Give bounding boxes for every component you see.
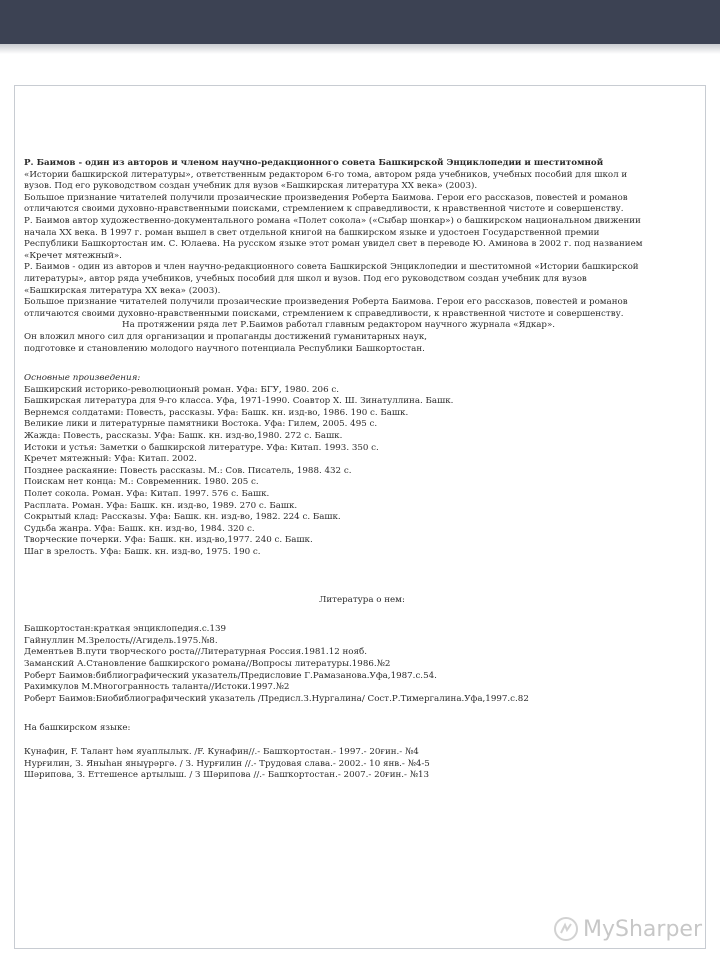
bio-line: Большое признание читателей получили прозаические произведения Роберта Баимова. Герои его рассказов, повестей и романов [24,297,628,308]
literature-item: Башкортостан:краткая энциклопедия.с.139 [24,624,227,635]
works-item: Великие лики и литературные памятники Востока. Уфа: Гилем, 2005. 495 с. [24,419,378,430]
bio-line: «Истории башкирской литературы», ответственным редактором 6-го тома, автором ряда учебников, учебных пособий для школ и [24,169,628,180]
bashkir-item: Шәрипова, З. Еттешенсе артылыш. / З Шәрипова //.- Башҡортостан.- 2007.- 20ғин.- №13 [24,770,430,781]
watermark [553,916,702,942]
works-heading: Основные произведения: [24,373,141,384]
works-item: Башкирский историко-революционый роман. Уфа: БГУ, 1980. 206 с. [24,384,339,395]
works-item: Кречет мятежный: Уфа: Китап. 2002. [24,454,197,465]
literature-item: Рахимкулов М.Многогранность таланта//Истоки.1997.№2 [24,682,290,693]
bio-line: «Кречет мятежный». [24,250,122,261]
bio-line: подготовке и становлению молодого научного потенциала Республики Башкортостан. [24,343,425,354]
bashkir-heading: На башкирском языке: [24,723,131,734]
literature-item: Роберт Баимов:библиографический указатель/Предисловие Г.Рамазанова.Уфа,1987.с.54. [24,670,437,681]
bio-line: «Башкирская литература XX века» (2003). [24,285,221,296]
bio-line: Р. Баимов - один из авторов и членом научно-редакционного совета Башкирской Энциклопедии и шеститомной [24,158,604,168]
watermark-logo-icon [553,916,579,942]
works-item: Шаг в зрелость. Уфа: Башк. кн. изд-во, 1975. 190 с. [24,547,261,557]
bio-line: Р. Баимов автор художественно-документального романа «Полет сокола» («Сыбар шонкар») о башкирском национальном движении [24,215,641,226]
slide-top-bar [0,0,720,44]
bio-line: отличаются своими духовно-нравственными поисками, стремлением к справедливости, к нравственной чистоте и совершенству. [24,308,624,319]
works-item: Судьба жанра. Уфа: Башк. кн. изд-во, 1984. 320 с. [24,523,255,534]
works-item: Творческие почерки. Уфа: Башк. кн. изд-во,1977. 240 с. Башк. [24,535,313,546]
literature-item: Дементьев В.пути творческого роста//Литературная Россия.1981.12 нояб. [24,647,368,658]
works-item: Жажда: Повесть, рассказы. Уфа: Башк. кн. изд-во,1980. 272 с. Башк. [24,431,343,442]
works-item: Истоки и устья: Заметки о башкирской литературе. Уфа: Китап. 1993. 350 с. [24,442,379,453]
bio-line: Р. Баимов - один из авторов и член научно-редакционного совета Башкирской Энциклопедии и шеститомной «Истории башкирской [24,262,639,273]
bio-line: Большое признание читателей получили прозаические произведения Роберта Баимова. Герои его рассказов, повестей и романов [24,192,628,203]
works-item: Полет сокола. Роман. Уфа: Китап. 1997. 576 с. Башк. [24,489,270,500]
watermark-text: MySharper [583,916,702,942]
literature-item: Гайнуллин М.Зрелость//Агидель.1975.№8. [24,635,218,646]
bio-line: вузов. Под его руководством создан учебник для вузов «Башкирская литература XX века» (2003). [24,181,478,192]
works-item: Сокрытый клад: Рассказы. Уфа: Башк. кн. изд-во, 1982. 224 с. Башк. [24,512,341,523]
works-item: Позднее раскаяние: Повесть рассказы. М.: Сов. Писатель, 1988. 432 с. [24,465,352,476]
works-item: Вернемся солдатами: Повесть, рассказы. Уфа: Башк. кн. изд-во, 1986. 190 с. Башк. [24,407,409,418]
literature-item: Заманский А.Становление башкирского романа//Вопросы литературы.1986.№2 [24,658,391,669]
top-bar-shadow [0,44,720,54]
bio-line: отличаются своими духовно-нравственными поисками, стремлением к справедливости, к нравственной чистоте и совершенству. [24,204,624,215]
bio-line: начала XX века. В 1997 г. роман вышел в свет отдельной книгой на башкирском языке и удостоен Государственной премии [24,227,600,238]
works-item: Башкирская литература для 9-го класса. Уфа, 1971-1990. Соавтор Х. Ш. Зинатуллина. Башк. [24,396,454,407]
literature-item: Роберт Баимов:Биобиблиографический указатель /Предисл.З.Нургалина/ Сост.Р.Тимергалина.Уфа,1997.с.82 [24,693,529,704]
bio-indented-line: На протяжении ряда лет Р.Баимов работал главным редактором научного журнала «Ядкар». [122,320,556,331]
bio-line: Он вложил много сил для организации и пропаганды достижений гуманитарных наук, [24,331,428,342]
bashkir-item: Нурғилин, З. Яныһан яныүрәргә. / З. Нурғилин //.- Трудовая слава.- 2002.- 10 янв.- №4-5 [24,758,430,769]
bashkir-item: Кунафин, F. Талант hәм яуаплылыҡ. /F. Кунафин//.- Башҡортостан.- 1997.- 20ғин.- №4 [24,746,419,757]
document-body [24,158,700,782]
bio-line: Республики Башкортостан им. С. Юлаева. На русском языке этот роман увидел свет в переводе Ю. Аминова в 2002 г. под названием [24,239,643,250]
literature-heading: Литература о нем: [319,594,405,605]
works-item: Поискам нет конца: М.: Современник. 1980. 205 с. [24,477,259,488]
works-item: Расплата. Роман. Уфа: Башк. кн. изд-во, 1989. 270 с. Башк. [24,500,298,511]
bio-line: литературы», автор ряда учебников, учебных пособий для школ и вузов. Под его руководством создан учебник для вузов [24,273,587,284]
